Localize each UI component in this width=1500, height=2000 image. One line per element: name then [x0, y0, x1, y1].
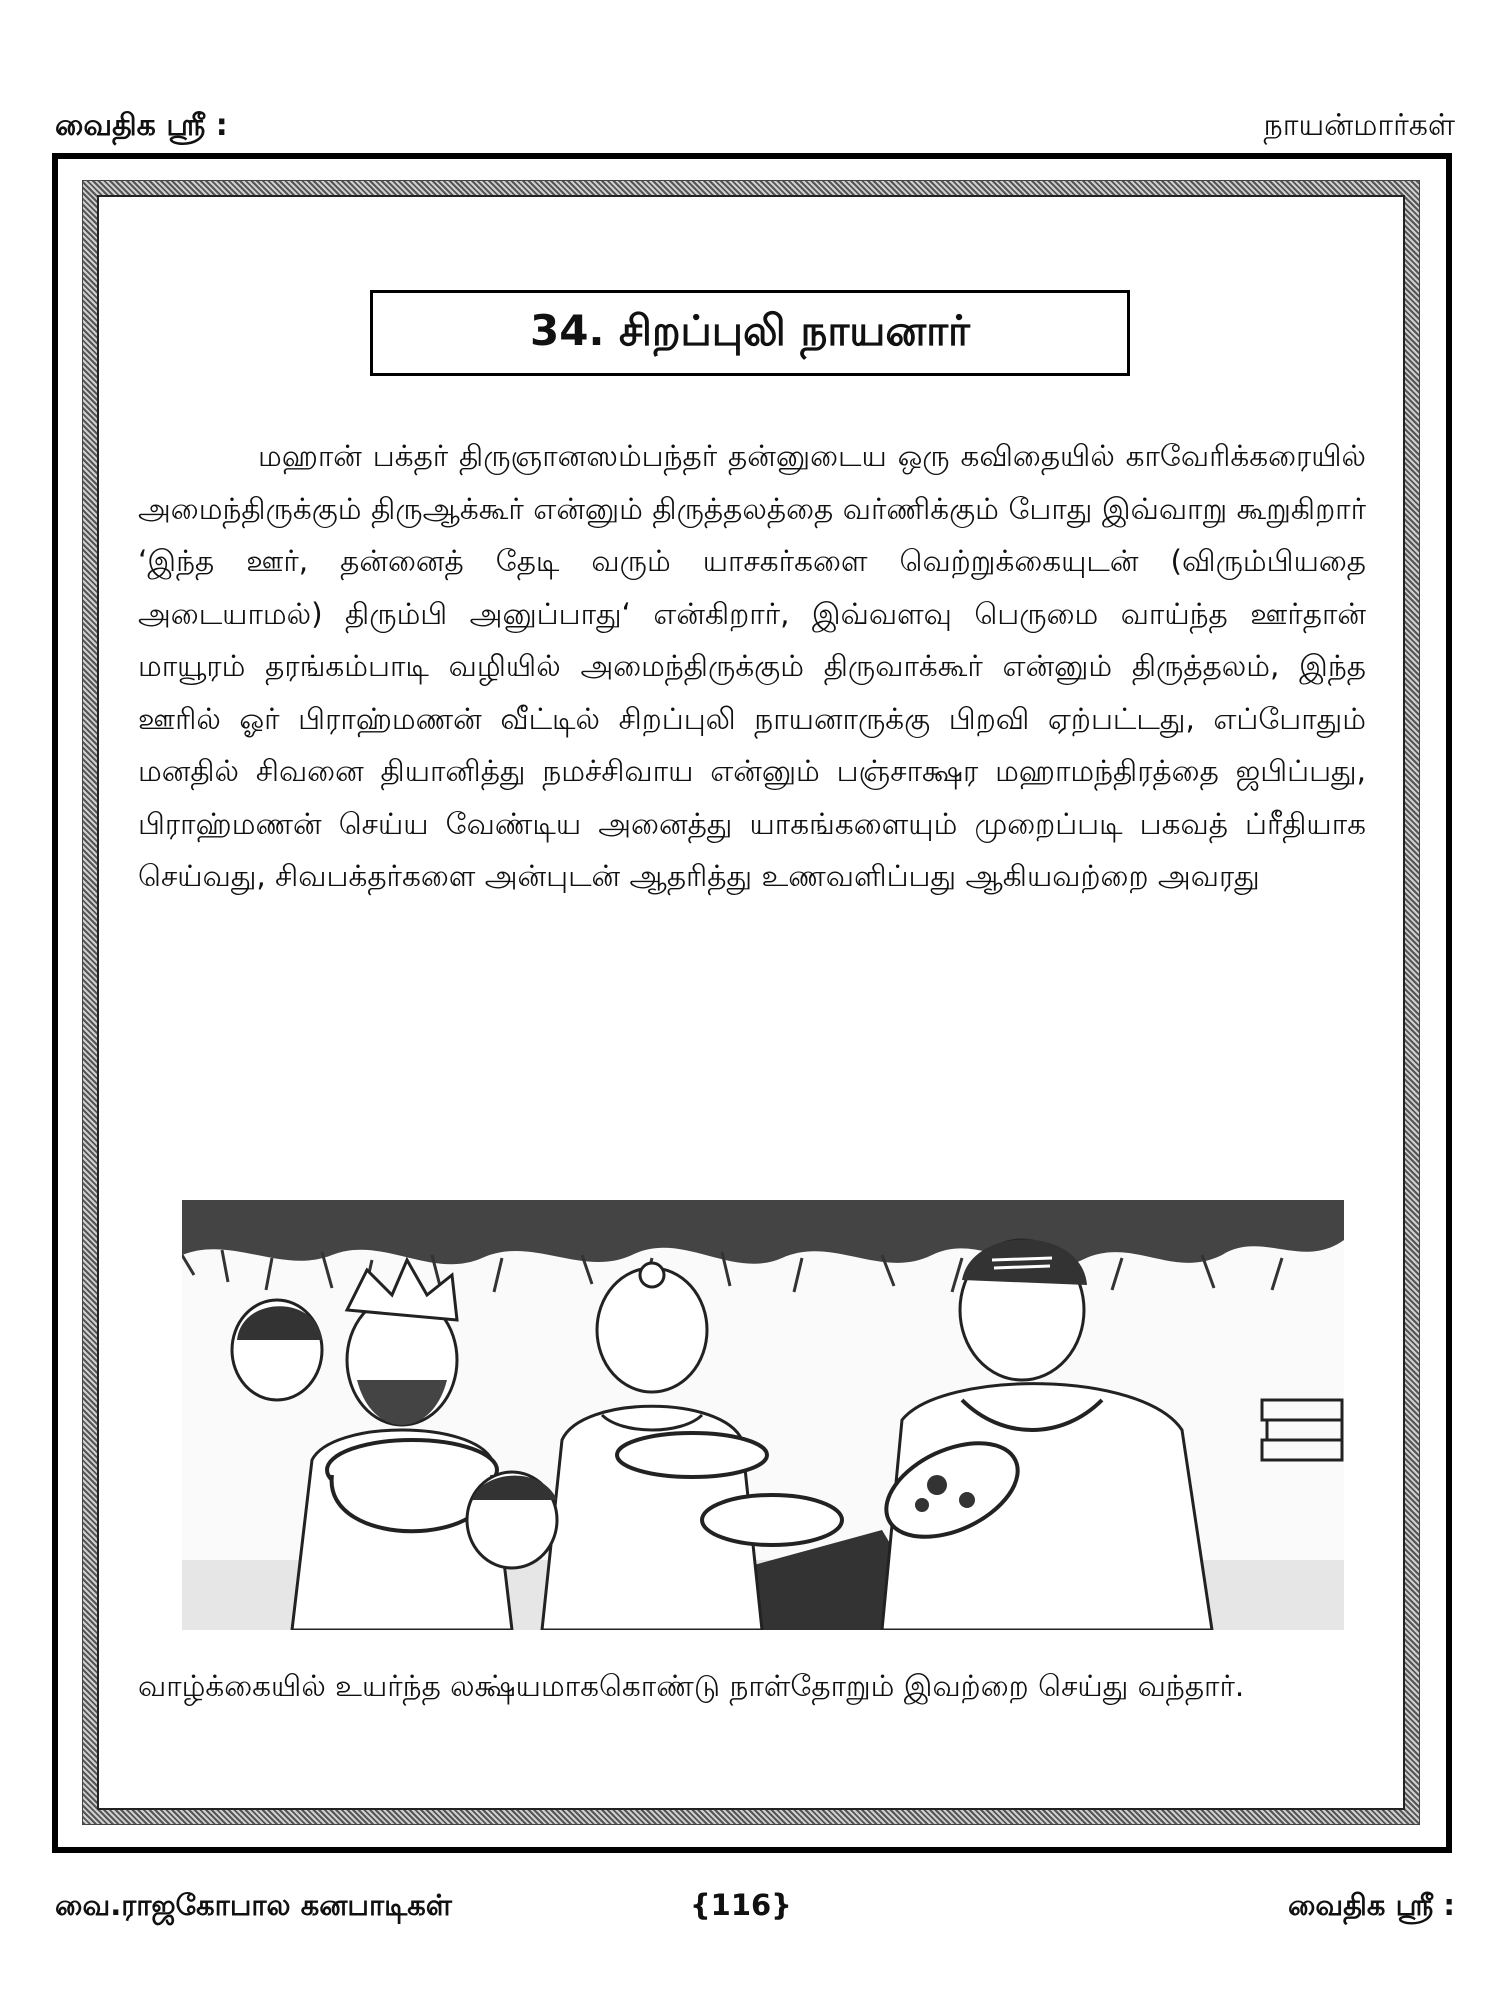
footer-right: வைதிக ஸ்ரீ : [1287, 1888, 1455, 1922]
body-paragraph-bottom: வாழ்க்கையில் உயர்ந்த லக்ஷ்யமாககொண்டு நாள்தோறும் இவற்றை செய்து வந்தார். [138, 1669, 1245, 1703]
chapter-title-box [370, 290, 1130, 376]
chapter-title: 34. சிறப்புலி நாயனார் [530, 305, 970, 355]
illustration-devotees-serving-food [182, 1200, 1344, 1630]
footer-author: வை.ராஜகோபால கனபாடிகள் [55, 1888, 452, 1922]
header-right: நாயன்மார்கள் [1263, 108, 1455, 143]
footer-page-number: {116} [690, 1888, 792, 1922]
header-left: வைதிக ஸ்ரீ : [55, 108, 228, 143]
body-paragraph-top: மஹான் பக்தர் திருஞானஸம்பந்தர் தன்னுடைய ஒரு கவிதையில் காவேரிக்கரையில் அமைந்திருக்கும் திருஆக்கூர் என்னும் திருத்தலத்தை வர்ணிக்கும் போது இவ்வாறு கூறுகிறார் ‘இந்த ஊர், தன்னைத் தேடி வரும் யாசகர்களை வெற்றுக்கையுடன் (விரும்பியதை அடையாமல்) திரும்பி அனுப்பாது‘ என்கிறார், இவ்வளவு பெருமை வாய்ந்த ஊர்தான் மாயூரம் தரங்கம்பாடி வழியில் அமைந்திருக்கும் திருவாக்கூர் என்னும் திருத்தலம், இந்த ஊரில் ஓர் பிராஹ்மணன் வீட்டில் சிறப்புலி நாயனாருக்கு பிறவி ஏற்பட்டது, எப்போதும் மனதில் சிவனை தியானித்து நமச்சிவாய என்னும் பஞ்சாக்ஷர மஹாமந்திரத்தை ஜபிப்பது, பிராஹ்மணன் செய்ய வேண்டிய அனைத்து யாகங்களையும் முறைப்படி பகவத் ப்ரீதியாக செய்வது, சிவபக்தர்களை அன்புடன் ஆதரித்து உணவளிப்பது ஆகியவற்றை அவரது [138, 439, 1366, 893]
